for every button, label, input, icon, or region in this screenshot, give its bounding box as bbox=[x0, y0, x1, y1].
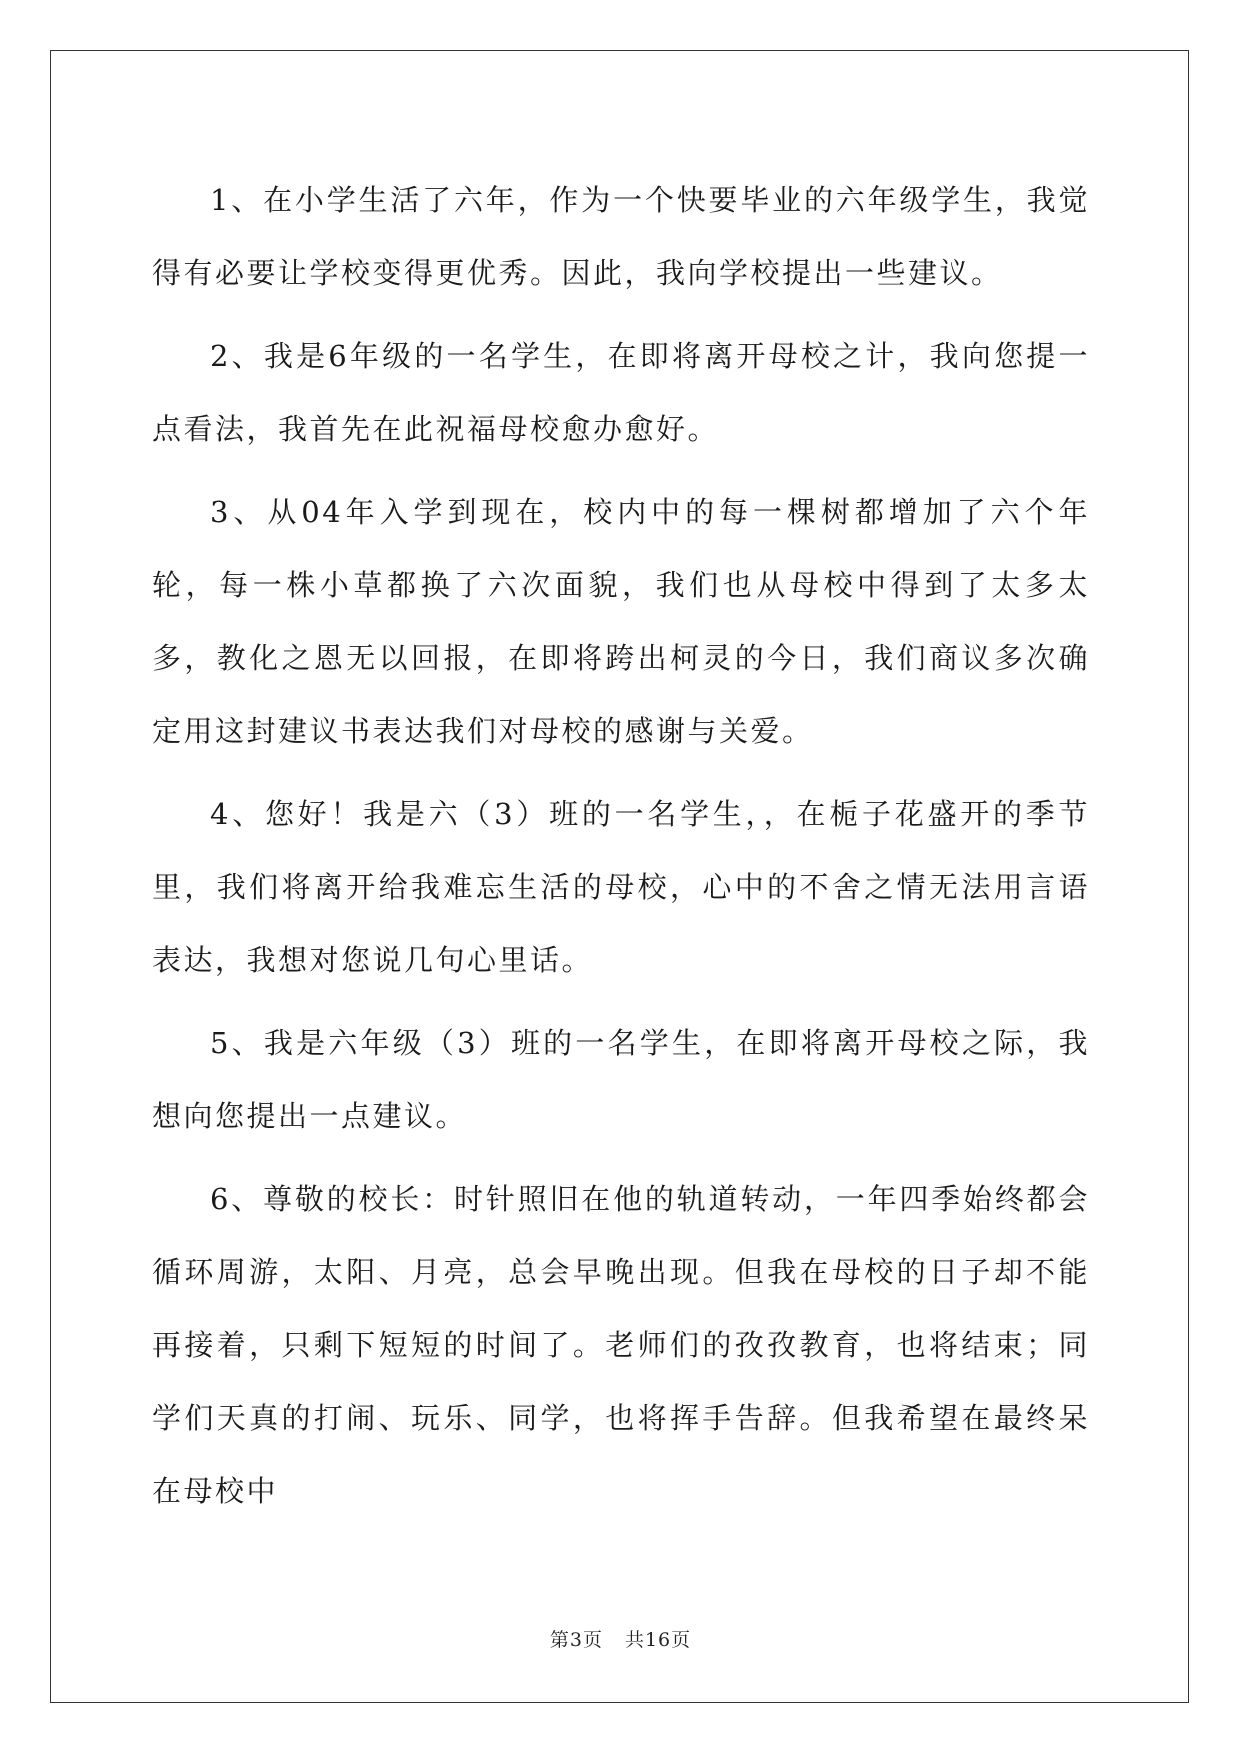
paragraph-6: 6、尊敬的校长：时针照旧在他的轨道转动，一年四季始终都会循环周游，太阳、月亮，总会早晚出现。但我在母校的日子却不能再接着，只剩下短短的时间了。老师们的孜孜教育，也将结束；同学们天真的打闹、玩乐、同学，也将挥手告辞。但我希望在最终呆在母校中 bbox=[152, 1182, 1090, 1508]
page-number: 第3页 bbox=[549, 1629, 603, 1651]
paragraph-2: 2、我是6年级的一名学生，在即将离开母校之计，我向您提一点看法，我首先在此祝福母校愈办愈好。 bbox=[152, 339, 1090, 446]
document-body bbox=[152, 164, 1090, 1538]
paragraph-4: 4、您好！我是六（3）班的一名学生，，在栀子花盛开的季节里，我们将离开给我难忘生活的母校，心中的不舍之情无法用言语表达，我想对您说几句心里话。 bbox=[152, 797, 1090, 977]
page-footer bbox=[0, 1625, 1241, 1652]
paragraph-5: 5、我是六年级（3）班的一名学生，在即将离开母校之际，我想向您提出一点建议。 bbox=[152, 1026, 1090, 1133]
page-total: 共16页 bbox=[624, 1629, 692, 1651]
paragraph-1: 1、在小学生活了六年，作为一个快要毕业的六年级学生，我觉得有必要让学校变得更优秀。因此，我向学校提出一些建议。 bbox=[152, 183, 1090, 290]
paragraph-3: 3、从04年入学到现在，校内中的每一棵树都增加了六个年轮，每一株小草都换了六次面貌，我们也从母校中得到了太多太多，教化之恩无以回报，在即将跨出柯灵的今日，我们商议多次确定用这封建议书表达我们对母校的感谢与关爱。 bbox=[152, 495, 1090, 748]
